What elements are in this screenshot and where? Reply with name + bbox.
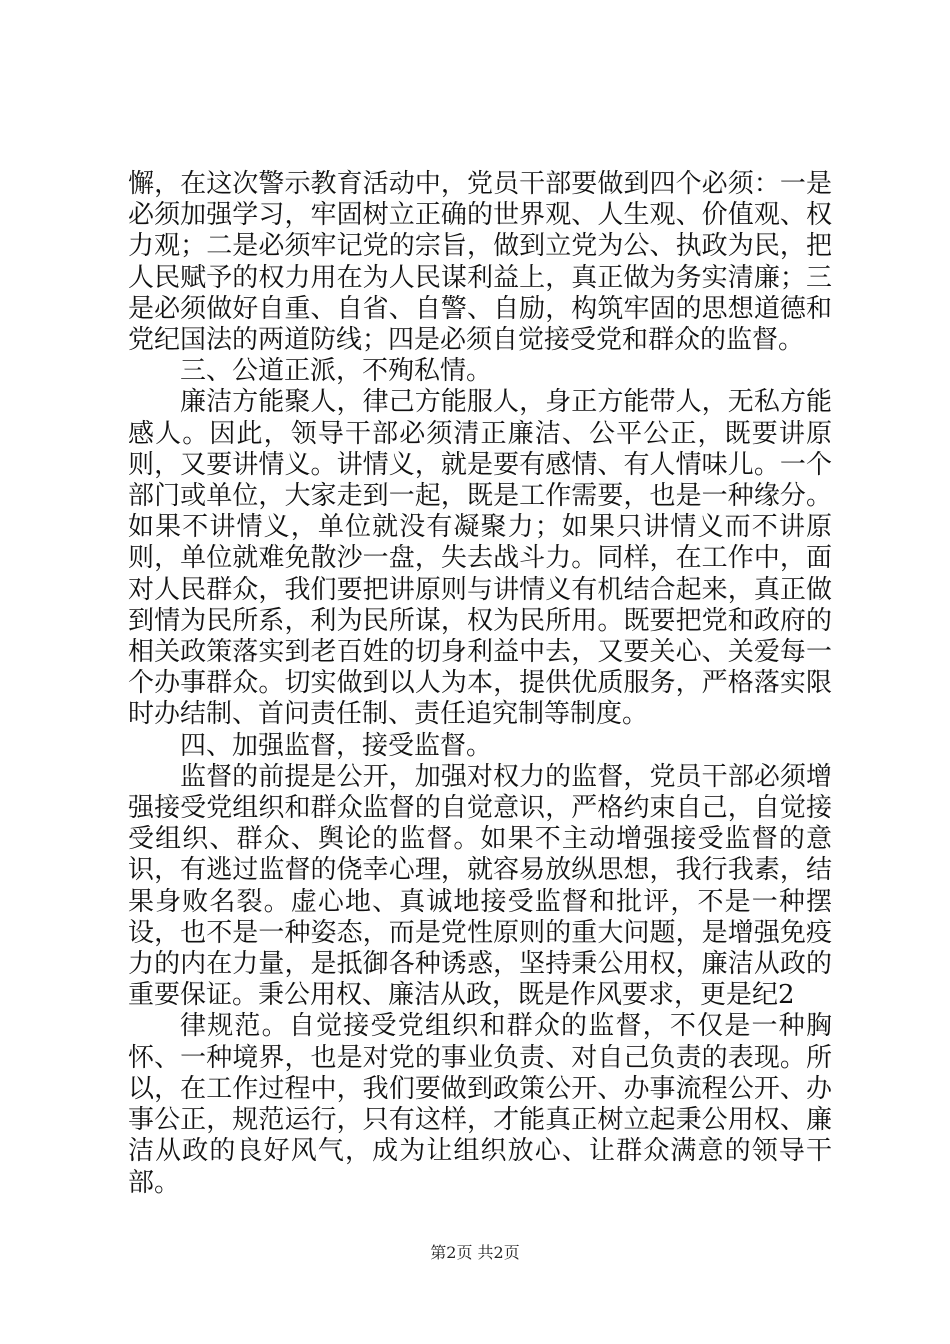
paragraph-supervision: 监督的前提是公开，加强对权力的监督，党员干部必须增强接受党组织和群众监督的自觉意识，严格约束自己，自觉接受组织、群众、舆论的监督。如果不主动增强接受监督的意识，有逃过监督的侥幸心理，就容易放纵思想，我行我素，结果身败名裂。虚心地、真诚地接受监督和批评，不是一种摆设，也不是一种姿态，而是党性原则的重大问题，是增强免疫力的内在力量，是抵御各种诱惑，坚持秉公用权，廉洁从政的重要保证。秉公用权、廉洁从政，既是作风要求，更是纪2: [128, 761, 832, 1011]
paragraph-integrity: 廉洁方能聚人，律己方能服人，身正方能带人，无私方能感人。因此，领导干部必须清正廉洁、公平公正，既要讲原则，又要讲情义。讲情义，就是要有感情、有人情味儿。一个部门或单位，大家走到一起，既是工作需要，也是一种缘分。如果不讲情义，单位就没有凝聚力；如果只讲情义而不讲原则，单位就难免散沙一盘，失去战斗力。同样，在工作中，面对人民群众，我们要把讲原则与讲情义有机结合起来，真正做到情为民所系，利为民所谋，权为民所用。既要把党和政府的相关政策落实到老百姓的切身利益中去，又要关心、关爱每一个办事群众。切实做到以人为本，提供优质服务，严格落实限时办结制、首问责任制、责任追究制等制度。: [128, 387, 832, 730]
document-body: [128, 169, 832, 1199]
section-heading-4: 四、加强监督，接受监督。: [180, 730, 493, 761]
paragraph-conclusion: 律规范。自觉接受党组织和群众的监督，不仅是一种胸怀、一种境界，也是对党的事业负责、对自己负责的表现。所以，在工作过程中，我们要做到政策公开、办事流程公开、办事公正，规范运行，只有这样，才能真正树立起秉公用权、廉洁从政的良好风气，成为让组织放心、让群众满意的领导干部。: [128, 1011, 832, 1198]
paragraph-continuation: 懈，在这次警示教育活动中，党员干部要做到四个必须：一是必须加强学习，牢固树立正确的世界观、人生观、价值观、权力观；二是必须牢记党的宗旨，做到立党为公、执政为民，把人民赋予的权力用在为人民谋利益上，真正做为务实清廉；三是必须做好自重、自省、自警、自励，构筑牢固的思想道德和党纪国法的两道防线；四是必须自觉接受党和群众的监督。: [128, 169, 832, 356]
section-heading-3: 三、公道正派，不殉私情。: [180, 356, 493, 387]
page-footer: 第2页 共2页: [430, 1243, 520, 1262]
